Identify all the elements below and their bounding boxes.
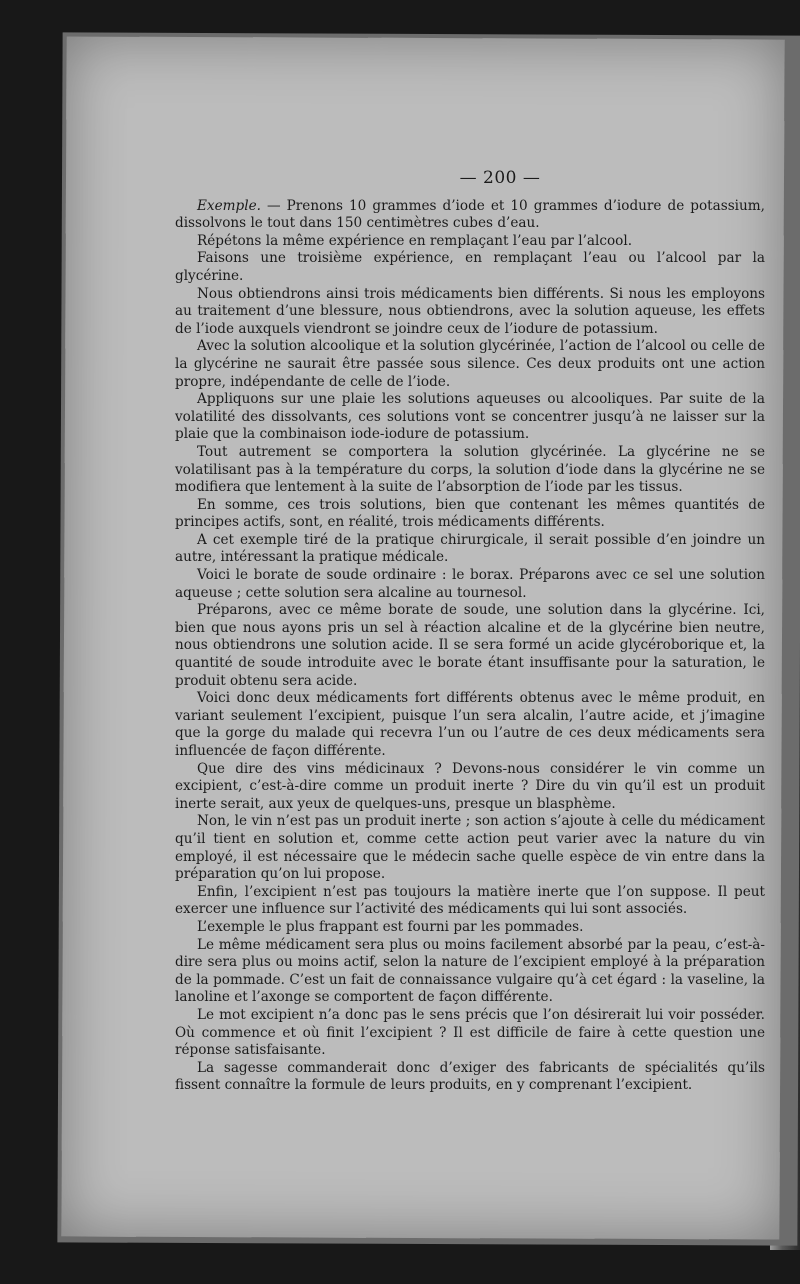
paragraph: Que dire des vins médicinaux ? Devons-nous considérer le vin comme un excipient, c’est-à-dire comme un produit inerte ? Dire du vin qu’il est un produit inerte serait, aux yeux de quelques-uns, presque un blasphème. [175,760,765,812]
paragraph: Tout autrement se comportera la solution glycérinée. La glycérine ne se volatilisant pas à la température du corps, la solution d’iode dans la glycérine ne se modifiera que lentement à la suite de l’absorption de l’iode par les tissus. [175,443,765,496]
paragraph: Le même médicament sera plus ou moins facilement absorbé par la peau, c’est-à-dire sera plus ou moins actif, selon la nature de l’excipient employé à la préparation de la pommade. C’est un fait de connaissance vulgaire qu’à cet égard : la vaseline, la lanoline et l’axonge se comportent de façon différente. [175,936,765,1006]
paragraph [175,198,765,233]
paragraph: Avec la solution alcoolique et la solution glycérinée, l’action de l’alcool ou celle de la glycérine ne saurait être passée sous silence. Ces deux produits ont une action propre, indépendante de celle de l’iode. [175,338,765,390]
paragraph-text: — Prenons 10 grammes d’iode et 10 grammes d’iodure de potassium, dissolvons le tout dans 150 centimètres cubes d’eau. [175,197,765,232]
paragraph: Faisons une troisième expérience, en remplaçant l’eau ou l’alcool par la glycérine. [175,250,765,284]
page-number: — 200 — [459,168,541,188]
example-lead-word: Exemple. [197,197,261,214]
paragraph: Nous obtiendrons ainsi trois médicaments bien différents. Si nous les employons au traitement d’une blessure, nous obtiendrons, avec la solution aqueuse, les effets de l’iode auxquels viendront se joindre ceux de l’iodure de potassium. [175,285,765,337]
paragraph: En somme, ces trois solutions, bien que contenant les mêmes quantités de principes actifs, sont, en réalité, trois médicaments différents. [175,496,765,531]
paragraph: Enfin, l’excipient n’est pas toujours la matière inerte que l’on suppose. Il peut exercer une influence sur l’activité des médicaments qui lui sont associés. [175,883,765,918]
paragraph: Répétons la même expérience en remplaçant l’eau par l’alcool. [197,232,633,249]
paragraph: Voici le borate de soude ordinaire : le borax. Préparons avec ce sel une solution aqueuse ; cette solution sera alcaline au tournesol. [175,567,765,601]
paragraph: Appliquons sur une plaie les solutions aqueuses ou alcooliques. Par suite de la volatilité des dissolvants, ces solutions vont se concentrer jusqu’à ne laisser sur la plaie que la combinaison iode-iodure de potassium. [175,391,765,443]
paragraph: A cet exemple tiré de la pratique chirurgicale, il serait possible d’en joindre un autre, intéressant la pratique médicale. [175,531,765,566]
paragraph: Voici donc deux médicaments fort différents obtenus avec le même produit, en variant seulement l’excipient, puisque l’un sera alcalin, l’autre acide, et j’imagine que la gorge du malade qui recevra l’un ou l’autre de ces deux médicaments sera influencée de façon différente. [175,690,765,759]
page-text-column [175,170,765,1095]
paragraph: L’exemple le plus frappant est fourni par les pommades. [197,918,584,935]
paragraph: Non, le vin n’est pas un produit inerte ; son action s’ajoute à celle du médicament qu’il tient en solution et, comme cette action peut varier avec la nature du vin employé, il est nécessaire que le médecin sache quelle espèce de vin entre dans la préparation qu’on lui propose. [175,813,765,883]
paragraph: La sagesse commanderait donc d’exiger des fabricants de spécialités qu’ils fissent connaître la formule de leurs produits, en y comprenant l’excipient. [175,1059,765,1094]
paragraph: Le mot excipient n’a donc pas le sens précis que l’on désirerait lui voir posséder. Où commence et où finit l’excipient ? Il est difficile de faire à cette question une réponse satisfaisante. [175,1006,765,1059]
paragraph: Préparons, avec ce même borate de soude, une solution dans la glycérine. Ici, bien que nous ayons pris un sel à réaction alcaline et de la glycérine bien neutre, nous obtiendrons une solution acide. Il se sera formé un acide glycéroborique et, la quantité de soude introduite avec le borate étant insuffisante pour la saturation, le produit obtenu sera acide. [175,602,765,689]
